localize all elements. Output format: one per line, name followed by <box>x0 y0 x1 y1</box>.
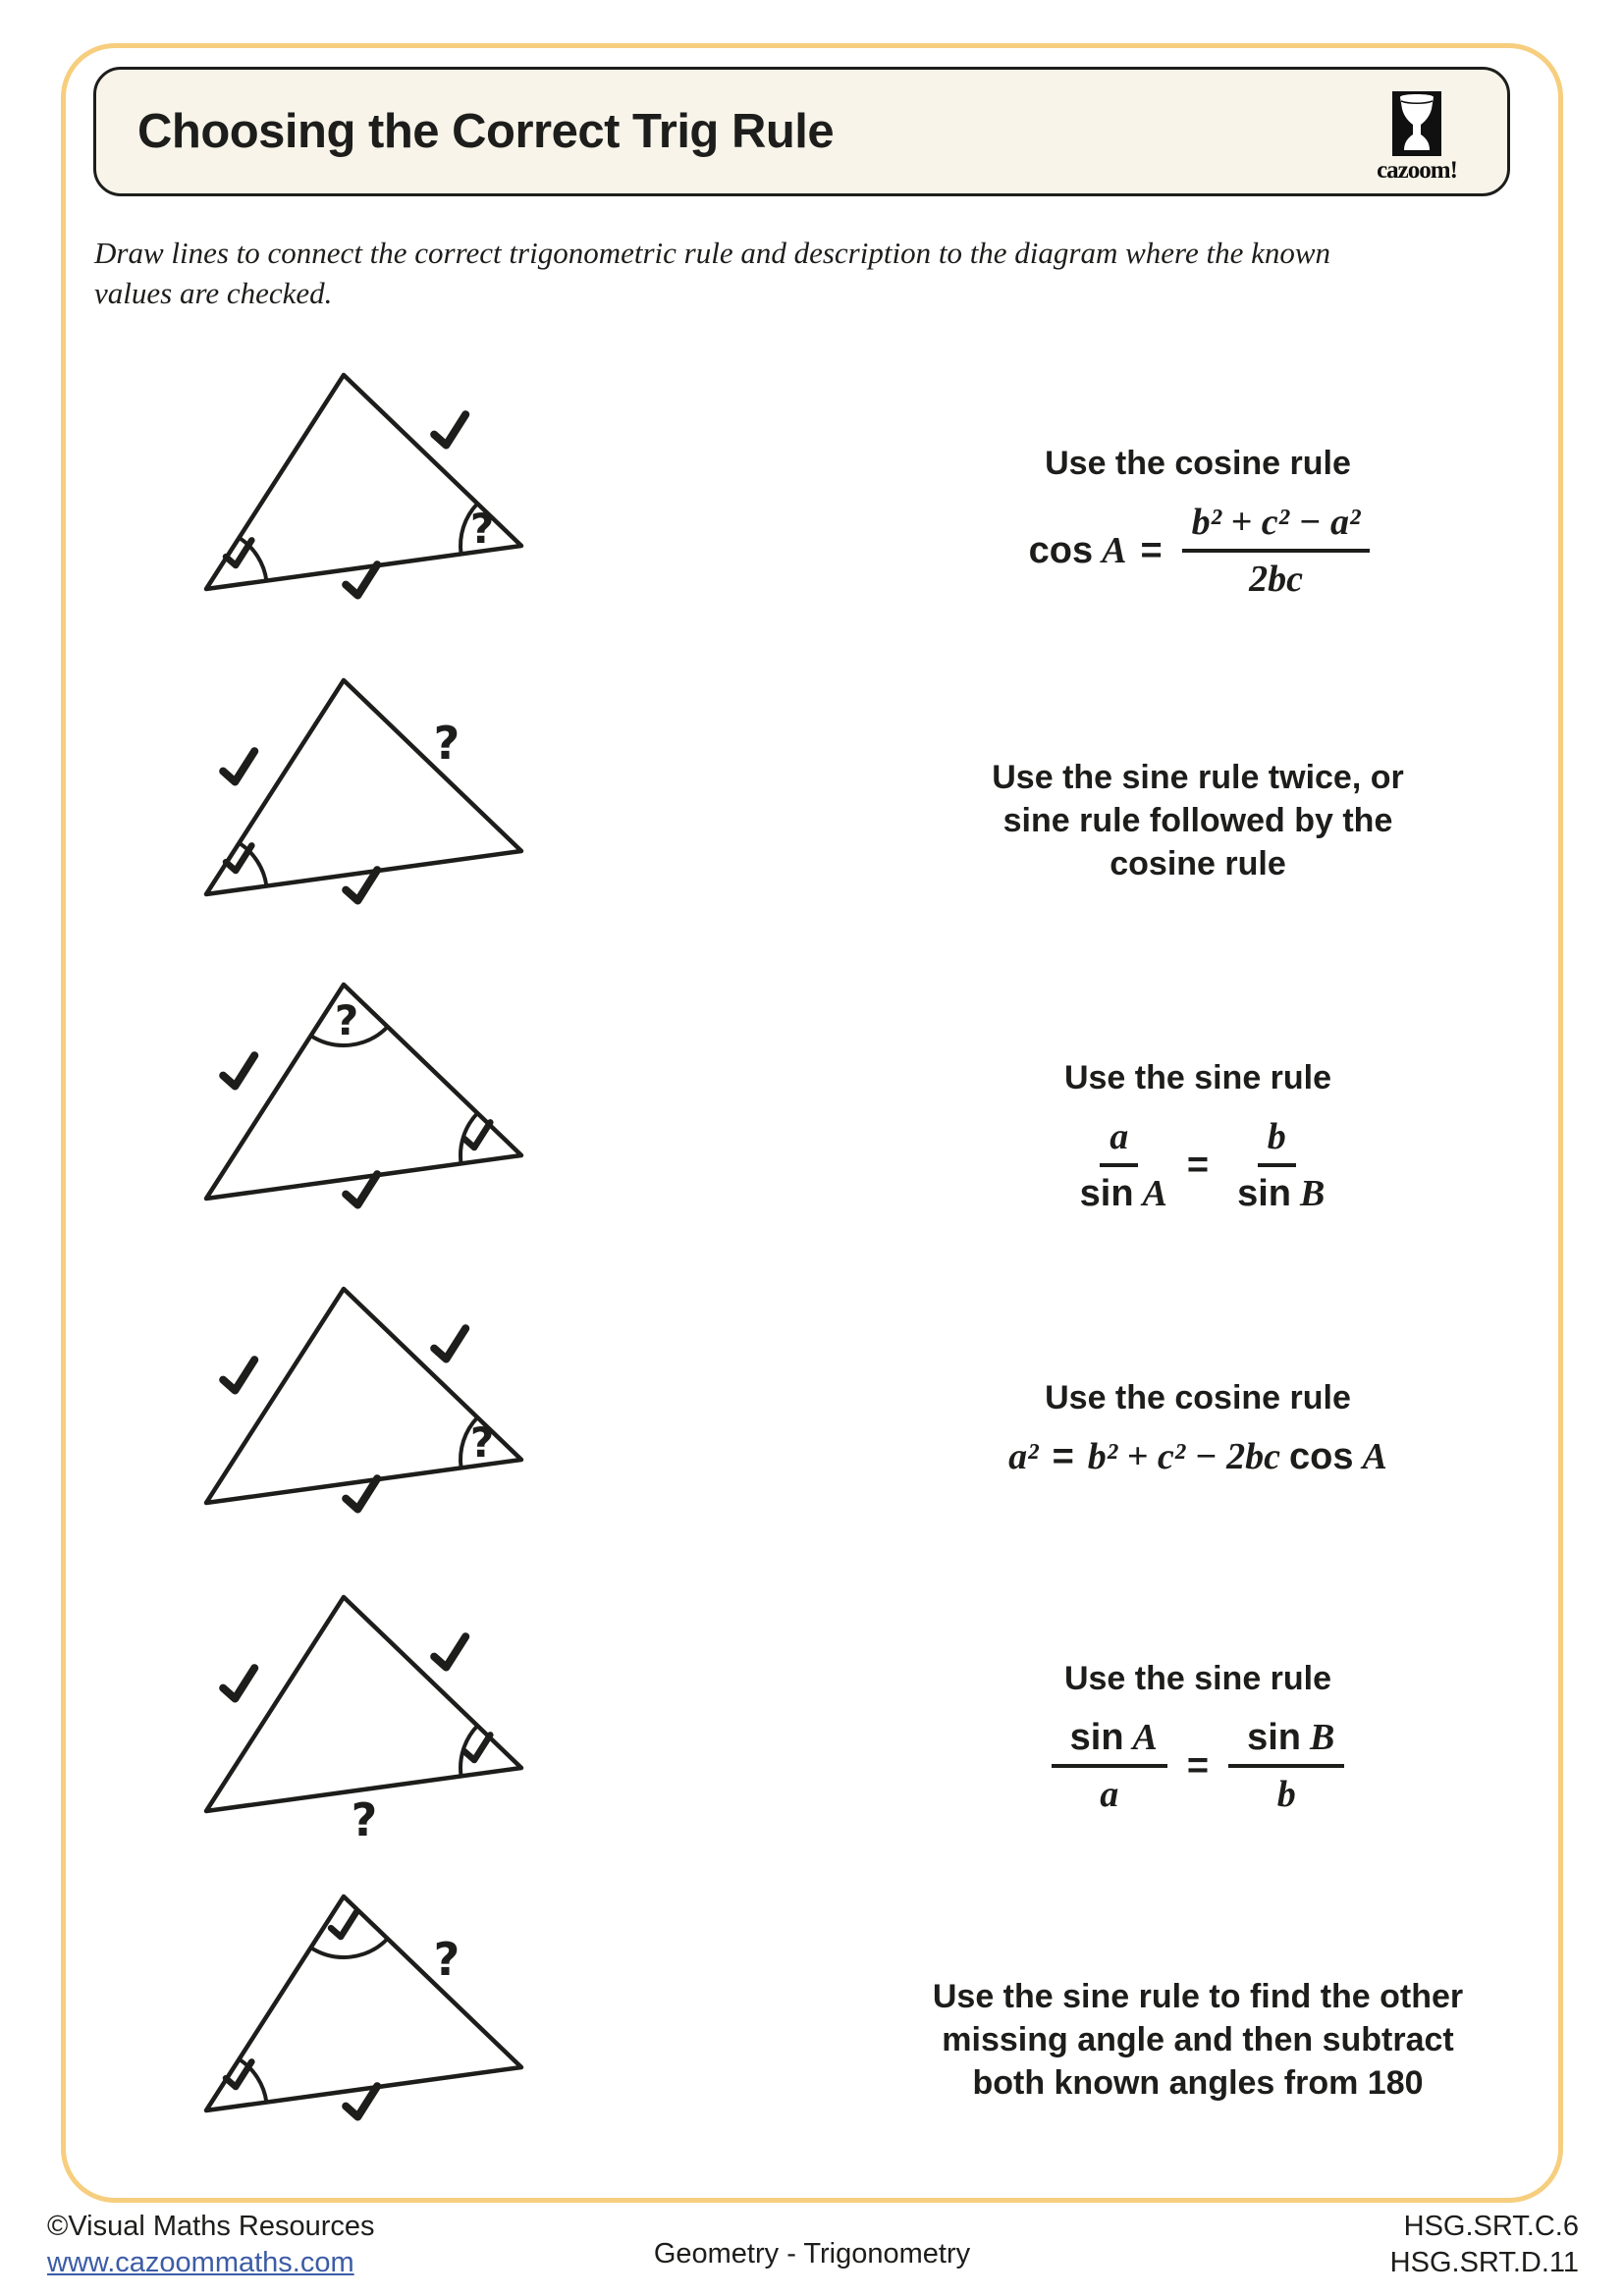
footer-standards <box>1390 2209 1579 2281</box>
triangle-4[interactable] <box>126 1269 577 1559</box>
formula-token: A <box>1132 1717 1158 1758</box>
fraction <box>1228 1716 1344 1816</box>
rule-formula <box>884 1716 1512 1816</box>
drum-icon <box>1392 91 1441 156</box>
cazoom-logo <box>1358 91 1476 185</box>
formula-token: B <box>1300 1173 1326 1214</box>
fraction <box>1052 1716 1167 1816</box>
formula-token: = <box>1186 1144 1210 1186</box>
triangle-figure <box>126 1577 577 1862</box>
instructions <box>94 234 1528 314</box>
standard-code: HSG.SRT.C.6 <box>1403 2211 1579 2242</box>
formula-token: cos <box>1288 1435 1354 1477</box>
formula-token: A <box>1142 1173 1167 1214</box>
copyright-text: ©Visual Maths Resources <box>47 2211 375 2242</box>
rule-text-line: Use the sine rule twice, or <box>992 759 1404 796</box>
rule-text-line: missing angle and then subtract <box>942 2021 1454 2058</box>
formula-token: sin <box>1069 1716 1124 1758</box>
logo-caption: cazoom! <box>1377 157 1457 184</box>
instructions-line: values are checked. <box>94 275 333 310</box>
check-icon <box>221 1055 257 1087</box>
fraction <box>1182 501 1371 601</box>
formula-token: sin <box>1247 1716 1301 1758</box>
check-icon <box>221 1668 257 1699</box>
website-link[interactable]: www.cazoommaths.com <box>47 2247 354 2278</box>
standard-code: HSG.SRT.D.11 <box>1389 2247 1579 2278</box>
instructions-line: Draw lines to connect the correct trigonometric rule and description to the diagram where the known <box>94 236 1331 270</box>
triangle-figure <box>126 1877 577 2162</box>
formula-token: cos <box>1028 529 1094 571</box>
formula-token: b <box>1267 1116 1286 1157</box>
formula-token: B <box>1310 1717 1335 1758</box>
rule-text-line: Use the cosine rule <box>1045 445 1351 482</box>
formula-token: = <box>1186 1744 1210 1787</box>
rule-formula <box>884 1115 1512 1215</box>
question-mark: ? <box>433 1933 460 1986</box>
formula-token: = <box>1052 1435 1074 1477</box>
rule-text-line: Use the sine rule <box>1063 1059 1332 1096</box>
header <box>93 67 1510 196</box>
rule-card-6[interactable] <box>884 1975 1512 2105</box>
rule-formula <box>884 501 1512 601</box>
question-mark: ? <box>334 996 359 1044</box>
triangle-5[interactable] <box>126 1577 577 1867</box>
rule-text-line: sine rule followed by the <box>1002 802 1393 839</box>
triangle-figure <box>126 965 577 1250</box>
fraction <box>1071 1115 1167 1215</box>
rule-card-5[interactable] <box>884 1657 1512 1816</box>
formula-token: A <box>1102 530 1127 571</box>
triangle-outline <box>206 375 521 589</box>
question-mark: ? <box>351 1793 378 1846</box>
triangle-2[interactable] <box>126 661 577 950</box>
triangle-figure <box>126 661 577 945</box>
formula-token: b² + c² − 2bc <box>1087 1436 1280 1477</box>
fraction <box>1228 1115 1325 1215</box>
check-icon <box>221 751 257 782</box>
triangle-3[interactable] <box>126 965 577 1255</box>
triangle-outline <box>206 985 521 1199</box>
rule-text-line: cosine rule <box>1110 845 1286 882</box>
formula-token: b² + c² − a² <box>1191 502 1361 543</box>
formula-token: sin <box>1237 1172 1291 1214</box>
triangle-figure <box>126 355 577 640</box>
rule-card-3[interactable] <box>884 1056 1512 1215</box>
rule-card-4[interactable] <box>884 1376 1512 1478</box>
question-mark: ? <box>433 717 460 770</box>
check-icon <box>221 1360 257 1391</box>
triangle-1[interactable] <box>126 355 577 645</box>
angle-arc <box>311 1939 388 1957</box>
formula-token: 2bc <box>1249 559 1303 600</box>
triangle-outline <box>206 680 521 894</box>
rule-text-line: both known angles from 180 <box>972 2064 1424 2102</box>
formula-token: A <box>1362 1436 1387 1477</box>
triangle-outline <box>206 1597 521 1811</box>
triangle-6[interactable] <box>126 1877 577 2166</box>
check-icon <box>432 1636 468 1668</box>
formula-token: a <box>1110 1116 1129 1157</box>
formula-token: sin <box>1079 1172 1134 1214</box>
rule-text-line: Use the cosine rule <box>1045 1379 1351 1416</box>
rule-text-line: Use the sine rule to find the other <box>932 1978 1464 2015</box>
rule-formula <box>884 1435 1512 1478</box>
question-mark: ? <box>469 505 495 553</box>
formula-token: a² <box>1008 1436 1039 1477</box>
check-icon <box>432 414 468 446</box>
rule-card-2[interactable] <box>884 756 1512 885</box>
footer-subject: Geometry - Trigonometry <box>653 2238 971 2269</box>
triangle-figure <box>126 1269 577 1554</box>
formula-token: b <box>1276 1774 1296 1815</box>
rule-text-line: Use the sine rule <box>1063 1660 1332 1697</box>
question-mark: ? <box>469 1418 495 1467</box>
check-icon <box>432 1328 468 1360</box>
triangle-outline <box>206 1896 521 2110</box>
page-title: Choosing the Correct Trig Rule <box>137 105 835 158</box>
rule-card-1[interactable] <box>884 442 1512 601</box>
formula-token: = <box>1140 529 1163 571</box>
formula-token: a <box>1100 1774 1119 1815</box>
triangle-outline <box>206 1289 521 1503</box>
